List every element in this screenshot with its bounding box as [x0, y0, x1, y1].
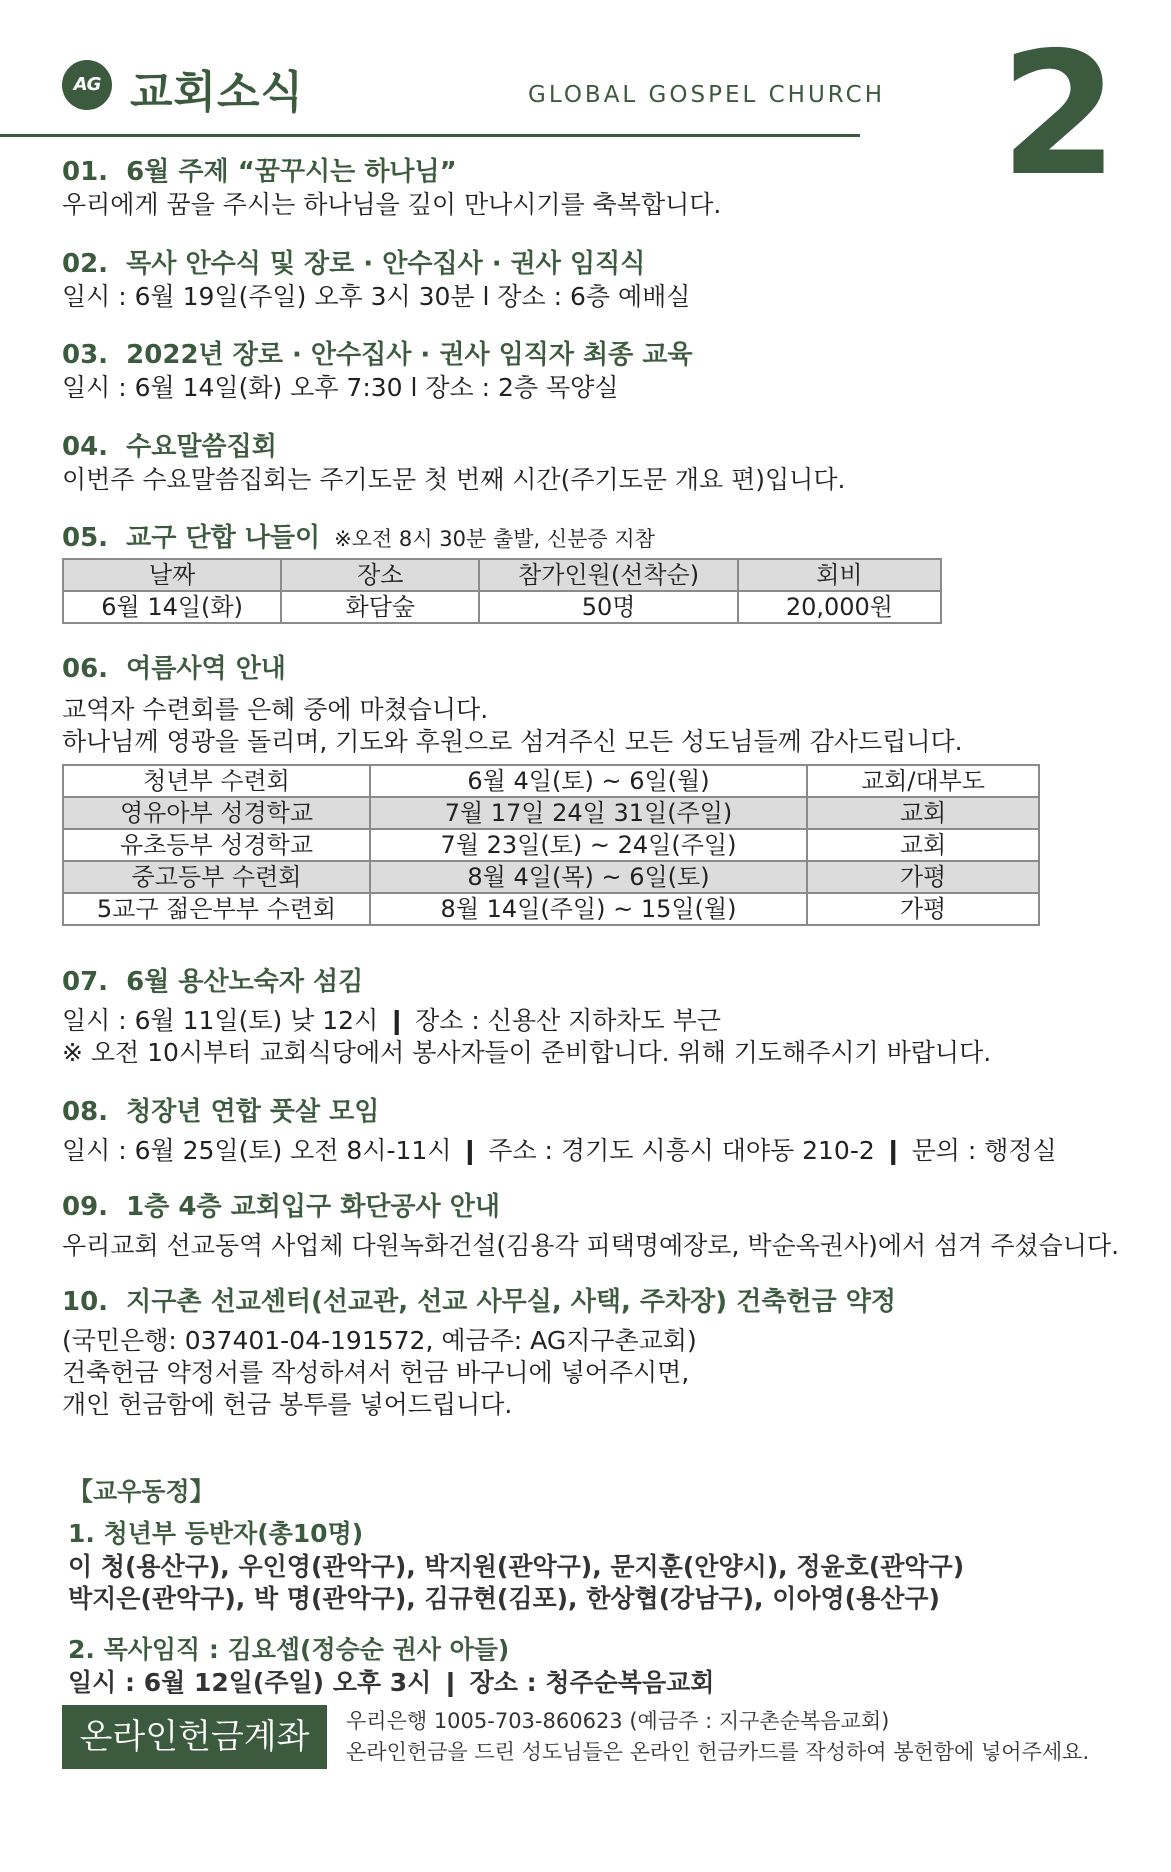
- members-news: [68, 1475, 964, 1699]
- section-text: 일시 : 6월 19일(주일) 오후 3시 30분 l 장소 : 6층 예배실: [62, 282, 691, 311]
- section-title: 04. 수요말씀집회: [62, 432, 277, 462]
- section-text: 우리에게 꿈을 주시는 하나님을 깊이 만나시기를 축복합니다.: [62, 190, 722, 219]
- table-row: 5교구 젊은부부 수련회 8월 14일(주일) ~ 15일(월) 가평: [63, 893, 1039, 925]
- section-text: 개인 헌금함에 헌금 봉투를 넣어드립니다.: [62, 1390, 513, 1419]
- section-03: [62, 338, 693, 404]
- section-text: 교역자 수련회를 은혜 중에 마쳤습니다.: [62, 695, 489, 724]
- page-number: 2: [1000, 16, 1119, 214]
- members-item-text: 박지은(관악구), 박 명(관악구), 김규현(김포), 한상협(강남구), 이아영(용산구): [68, 1584, 940, 1613]
- section-08: [62, 1095, 1057, 1167]
- section-09: [62, 1190, 1119, 1262]
- section-title: 01. 6월 주제 “꿈꾸시는 하나님”: [62, 157, 457, 187]
- section-title: 03. 2022년 장로 · 안수집사 · 권사 임직자 최종 교육: [62, 340, 693, 370]
- members-heading: 【교우동정】: [68, 1477, 215, 1506]
- table-row: 영유아부 성경학교 7월 17일 24일 31일(주일) 교회: [63, 797, 1039, 829]
- members-item-text: 이 청(용산구), 우인영(관악구), 박지원(관악구), 문지훈(안양시), 정윤호(관악구): [68, 1552, 965, 1581]
- section-text: 일시 : 6월 25일(토) 오전 8시-11시 ❙ 주소 : 경기도 시흥시 대야동 210-2 ❙ 문의 : 행정실: [62, 1136, 1057, 1165]
- section-title: 02. 목사 안수식 및 장로 · 안수집사 · 권사 임직식: [62, 249, 646, 279]
- church-name: GLOBAL GOSPEL CHURCH: [528, 82, 885, 108]
- section-text: 우리교회 선교동역 사업체 다원녹화건설(김용각 피택명예장로, 박순옥권사)에서 섬겨 주셨습니다.: [62, 1231, 1120, 1260]
- table-header: 참가인원(선착순): [479, 559, 737, 591]
- table-cell: 50명: [479, 591, 737, 623]
- table-cell: 6월 14일(화): [63, 591, 281, 623]
- table-row: 청년부 수련회 6월 4일(토) ~ 6일(월) 교회/대부도: [63, 765, 1039, 797]
- section-title: 08. 청장년 연합 풋살 모임: [62, 1097, 380, 1127]
- table-row: 중고등부 수련회 8월 4일(목) ~ 6일(토) 가평: [63, 861, 1039, 893]
- section-text: ※ 오전 10시부터 교회식당에서 봉사자들이 준비합니다. 위해 기도해주시기 바랍니다.: [62, 1038, 992, 1067]
- online-offering-info: [346, 1706, 1089, 1768]
- section-text: 일시 : 6월 11일(토) 낮 12시 ❙ 장소 : 신용산 지하차도 부근: [62, 1006, 721, 1035]
- ag-logo-icon: AG: [62, 60, 112, 110]
- section-02: [62, 247, 690, 313]
- section-05: [62, 521, 942, 624]
- section-title: 07. 6월 용산노숙자 섬김: [62, 967, 364, 997]
- section-text: 이번주 수요말씀집회는 주기도문 첫 번째 시간(주기도문 개요 편)입니다.: [62, 465, 846, 494]
- section-07: [62, 965, 991, 1069]
- outing-table: [62, 558, 942, 624]
- section-01: [62, 155, 721, 221]
- section-text: 건축헌금 약정서를 작성하셔서 헌금 바구니에 넣어주시면,: [62, 1358, 690, 1387]
- section-06: [62, 652, 1040, 926]
- section-text: (국민은행: 037401-04-191572, 예금주: AG지구촌교회): [62, 1326, 697, 1355]
- section-title: 10. 지구촌 선교센터(선교관, 선교 사무실, 사택, 주차장) 건축헌금 약정: [62, 1287, 896, 1317]
- members-item-title: 2. 목사임직 : 김요셉(정승순 권사 아들): [68, 1635, 510, 1664]
- section-04: [62, 430, 845, 496]
- table-cell: 화담숲: [281, 591, 479, 623]
- table-cell: 20,000원: [738, 591, 941, 623]
- section-title: 06. 여름사역 안내: [62, 654, 286, 684]
- online-offering-label: 온라인헌금계좌: [62, 1705, 327, 1769]
- table-header: 회비: [738, 559, 941, 591]
- table-header: 날짜: [63, 559, 281, 591]
- section-text: 하나님께 영광을 돌리며, 기도와 후원으로 섬겨주신 모든 성도님들께 감사드립니다.: [62, 727, 963, 756]
- bank-account: 우리은행 1005-703-860623 (예금주 : 지구촌순복음교회): [346, 1709, 890, 1733]
- section-title: 09. 1층 4층 교회입구 화단공사 안내: [62, 1192, 500, 1222]
- table-header: 장소: [281, 559, 479, 591]
- section-text: 일시 : 6월 14일(화) 오후 7:30 l 장소 : 2층 목양실: [62, 373, 619, 402]
- section-note: ※오전 8시 30분 출발, 신분증 지참: [334, 527, 655, 551]
- members-item-title: 1. 청년부 등반자(총10명): [68, 1519, 364, 1548]
- section-10: [62, 1285, 896, 1421]
- summer-ministry-table: [62, 764, 1040, 926]
- table-row: 유초등부 성경학교 7월 23일(토) ~ 24일(주일) 교회: [63, 829, 1039, 861]
- page-title: 교회소식: [130, 67, 305, 118]
- header-divider: [0, 134, 860, 137]
- offering-note: 온라인헌금을 드린 성도님들은 온라인 헌금카드를 작성하여 봉헌함에 넣어주세요.: [346, 1740, 1090, 1764]
- members-item-text: 일시 : 6월 12일(주일) 오후 3시 ❙ 장소 : 청주순복음교회: [68, 1668, 715, 1697]
- section-title: 05. 교구 단합 나들이 ※오전 8시 30분 출발, 신분증 지참: [62, 523, 655, 553]
